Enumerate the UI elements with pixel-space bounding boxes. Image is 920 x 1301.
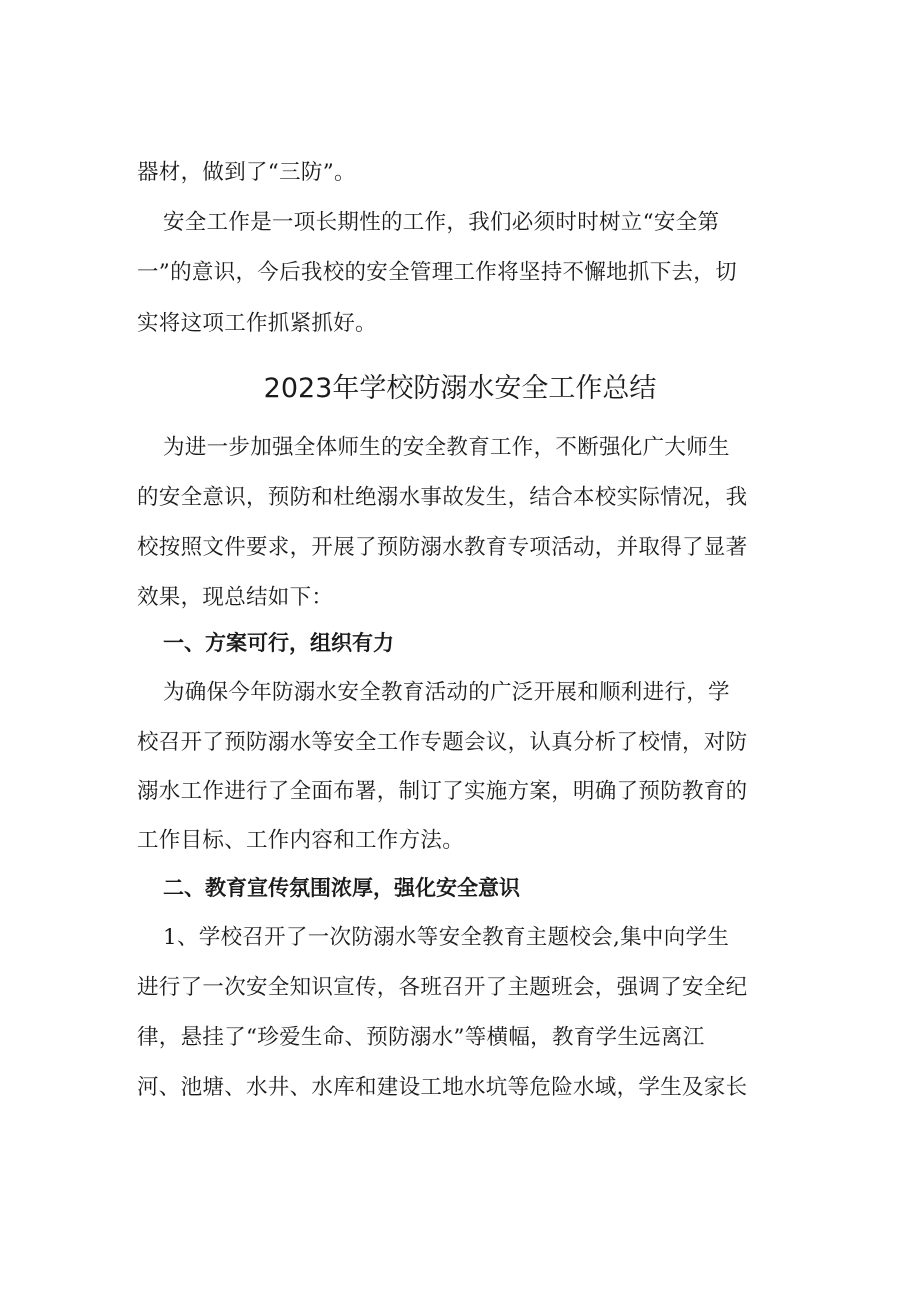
- text-line: 1、学校召开了一次防溺水等安全教育主题校会,集中向学生: [163, 925, 730, 950]
- text-line: 为确保今年防溺水安全教育活动的广泛开展和顺利进行，学: [163, 680, 730, 705]
- text-line: 的安全意识，预防和杜绝溺水事故发生，结合本校实际情况，我: [137, 485, 748, 510]
- text-line: 器材，做到了“三防”。: [137, 160, 356, 185]
- text-line: 实将这项工作抓紧抓好。: [137, 311, 377, 336]
- text-line: 为进一步加强全体师生的安全教育工作，不断强化广大师生: [163, 435, 730, 460]
- section-heading: 二、教育宣传氛围浓厚，强化安全意识: [163, 876, 520, 900]
- text-line: 效果，现总结如下：: [137, 585, 334, 610]
- text-line: 一”的意识，今后我校的安全管理工作将坚持不懈地抓下去，切: [137, 260, 737, 285]
- document-title: 2023年学校防溺水安全工作总结: [263, 373, 657, 404]
- text-line: 河、池塘、水井、水库和建设工地水坑等危险水域，学生及家长: [137, 1075, 748, 1100]
- text-line: 进行了一次安全知识宣传，各班召开了主题班会，强调了安全纪: [137, 975, 748, 1000]
- text-line: 律，悬挂了“珍爱生命、预防溺水”等横幅，教育学生远离江: [137, 1025, 705, 1050]
- text-line: 工作目标、工作内容和工作方法。: [137, 828, 465, 853]
- text-line: 校按照文件要求，开展了预防溺水教育专项活动，并取得了显著: [137, 535, 748, 560]
- text-line: 溺水工作进行了全面布署，制订了实施方案，明确了预防教育的: [137, 779, 748, 804]
- text-line: 校召开了预防溺水等安全工作专题会议，认真分析了校情，对防: [137, 730, 748, 755]
- section-heading: 一、方案可行，组织有力: [163, 631, 394, 655]
- text-line: 安全工作是一项长期性的工作，我们必须时时树立“安全第: [163, 210, 720, 235]
